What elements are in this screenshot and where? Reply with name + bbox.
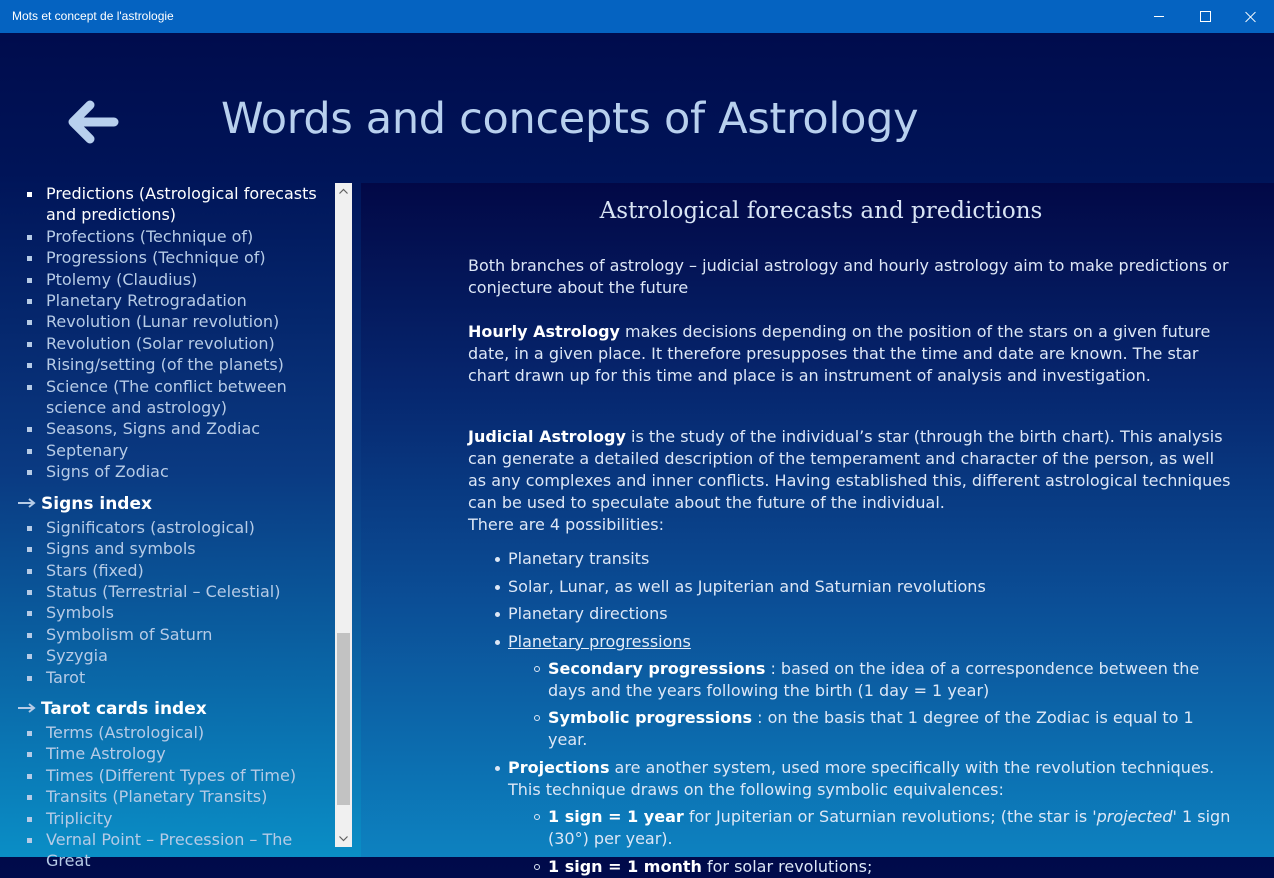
- index-list: [0, 183, 335, 872]
- maximize-button[interactable]: [1182, 0, 1228, 33]
- list-item: 1 sign = 1 year for Jupiterian or Saturnian revolutions; (the star is 'projected' 1 sign (30°) per year).: [508, 806, 1234, 850]
- index-item[interactable]: Terms (Astrological): [0, 722, 335, 743]
- index-item[interactable]: Signs and symbols: [0, 538, 335, 559]
- list-item: [468, 631, 1234, 752]
- list-item: 1 sign = 1 month for solar revolutions;: [508, 856, 1234, 878]
- article-pane: [361, 183, 1274, 876]
- sub-list: [508, 658, 1234, 752]
- index-item-predictions[interactable]: Predictions (Astrological forecasts and predictions): [0, 183, 335, 226]
- list-item: Projections are another system, used more specifically with the revolution techniques. This technique draws on the following symbolic equivalences: 1 sign = 1 year for Jupiterian or Saturnian revolutions; (the star is 'projected' 1 sign (30°) per year). 1 sign = 1 month for solar revolutions;: [468, 757, 1234, 878]
- index-item[interactable]: Seasons, Signs and Zodiac: [0, 418, 335, 439]
- index-item[interactable]: Ptolemy (Claudius): [0, 269, 335, 290]
- section-tarot-cards-index[interactable]: [0, 698, 335, 720]
- title-bar: [0, 0, 1274, 33]
- list-item: Planetary directions: [468, 603, 1234, 625]
- index-item[interactable]: Status (Terrestrial – Celestial): [0, 581, 335, 602]
- sub-list: [508, 806, 1234, 878]
- chevron-down-icon: [335, 830, 352, 847]
- back-arrow-icon: [62, 96, 120, 148]
- back-button[interactable]: [62, 96, 120, 148]
- close-icon: [1245, 11, 1257, 23]
- index-item[interactable]: Triplicity: [0, 808, 335, 829]
- close-button[interactable]: [1228, 0, 1274, 33]
- article: [361, 183, 1274, 878]
- index-item[interactable]: Septenary: [0, 440, 335, 461]
- page-title: Words and concepts of Astrology: [221, 94, 919, 144]
- scroll-thumb[interactable]: [337, 633, 350, 805]
- term-hourly-astrology: Hourly Astrology: [468, 322, 620, 341]
- index-item[interactable]: Vernal Point – Precession – The Great: [0, 829, 335, 872]
- minimize-button[interactable]: [1136, 0, 1182, 33]
- index-item[interactable]: Profections (Technique of): [0, 226, 335, 247]
- list-item: Planetary transits: [468, 548, 1234, 570]
- list-item: Secondary progressions : based on the idea of a correspondence between the days and the years following the birth (1 day = 1 year): [508, 658, 1234, 702]
- arrow-right-icon: [17, 497, 37, 509]
- article-paragraph: Judicial Astrology is the study of the individual’s star (through the birth chart). This analysis can generate a detailed description of the temperament and character of the person, as well as any complexes and inner conflicts. Having established this, different astrological techniques can be used to speculate about the future of the individual. There are 4 possibilities:: [468, 427, 1231, 534]
- chevron-up-icon: [335, 183, 352, 200]
- article-title: Astrological forecasts and predictions: [599, 198, 1043, 224]
- section-signs-index[interactable]: [0, 493, 335, 515]
- index-item[interactable]: Signs of Zodiac: [0, 461, 335, 482]
- index-item[interactable]: Rising/setting (of the planets): [0, 354, 335, 375]
- index-item[interactable]: Significators (astrological): [0, 517, 335, 538]
- minimize-icon: [1154, 16, 1164, 17]
- maximize-icon: [1200, 11, 1211, 22]
- index-item[interactable]: Planetary Retrogradation: [0, 290, 335, 311]
- article-paragraph: Both branches of astrology – judicial astrology and hourly astrology aim to make predictions or conjecture about the future: [468, 256, 1229, 297]
- index-sidebar: [0, 183, 335, 871]
- list-item: Solar, Lunar, as well as Jupiterian and Saturnian revolutions: [468, 576, 1234, 598]
- article-paragraph: Hourly Astrology makes decisions depending on the position of the stars on a given future date, in a given place. It therefore presupposes that the time and date are known. The star chart drawn up for this time and place is an instrument of analysis and investigation.: [468, 322, 1211, 385]
- index-item[interactable]: Tarot: [0, 667, 335, 688]
- possibilities-list: [468, 548, 1234, 878]
- planetary-progressions-link[interactable]: Planetary progressions: [508, 631, 691, 651]
- index-item[interactable]: Time Astrology: [0, 743, 335, 764]
- index-item[interactable]: Symbols: [0, 602, 335, 623]
- index-item[interactable]: Revolution (Lunar revolution): [0, 311, 335, 332]
- arrow-right-icon: [17, 702, 37, 714]
- scroll-up-button[interactable]: [335, 183, 352, 200]
- index-item[interactable]: Stars (fixed): [0, 560, 335, 581]
- sidebar-scrollbar[interactable]: [335, 183, 352, 847]
- term-judicial-astrology: Judicial Astrology: [468, 427, 626, 446]
- index-item[interactable]: Revolution (Solar revolution): [0, 333, 335, 354]
- scroll-down-button[interactable]: [335, 830, 352, 847]
- index-item[interactable]: Progressions (Technique of): [0, 247, 335, 268]
- index-item[interactable]: Syzygia: [0, 645, 335, 666]
- window-title: Mots et concept de l'astrologie: [12, 9, 174, 23]
- index-item[interactable]: Times (Different Types of Time): [0, 765, 335, 786]
- index-item[interactable]: Transits (Planetary Transits): [0, 786, 335, 807]
- index-item[interactable]: Science (The conflict between science and astrology): [0, 376, 335, 419]
- section-label: Signs index: [41, 493, 152, 514]
- list-item: Symbolic progressions : on the basis that 1 degree of the Zodiac is equal to 1 year.: [508, 707, 1234, 751]
- section-label: Tarot cards index: [41, 698, 207, 719]
- index-item[interactable]: Symbolism of Saturn: [0, 624, 335, 645]
